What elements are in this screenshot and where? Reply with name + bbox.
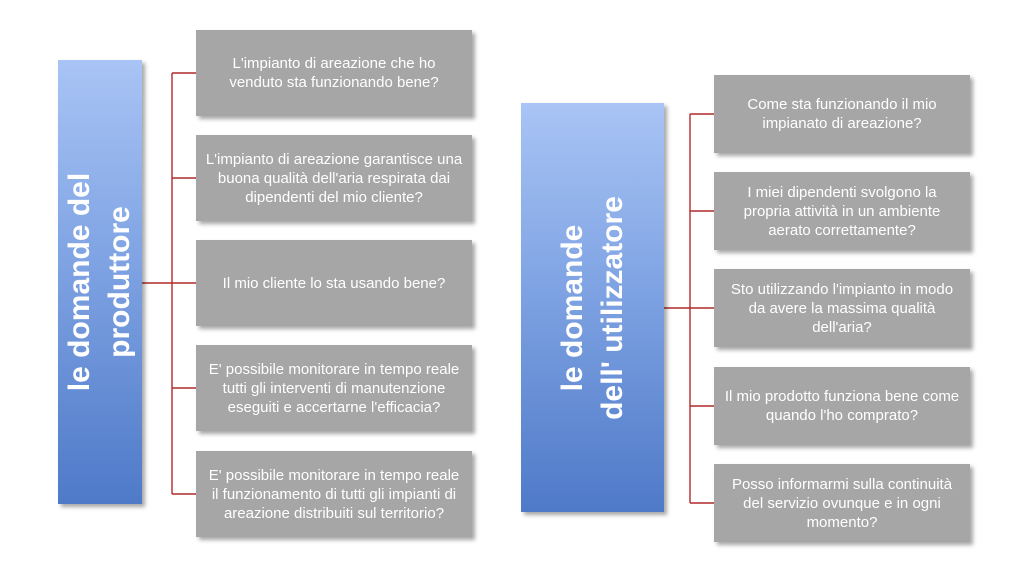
producer-heading-box: [58, 60, 142, 504]
user-question-4: Il mio prodotto funziona bene come quando l'ho comprato?: [714, 367, 970, 445]
user-question-1: Come sta funzionando il mio impianato di areazione?: [714, 75, 970, 153]
producer-question-2: L'impianto di areazione garantisce una buona qualità dell'aria respirata dai dipendenti del mio cliente?: [196, 135, 472, 221]
user-question-2: I miei dipendenti svolgono la propria attività in un ambiente aerato correttamente?: [714, 172, 970, 250]
user-question-5: Posso informarmi sulla continuità del servizio ovunque e in ogni momento?: [714, 464, 970, 542]
user-question-3: Sto utilizzando l'impianto in modo da avere la massima qualità dell'aria?: [714, 269, 970, 347]
user-heading-box: [521, 103, 664, 512]
producer-heading: le domande del produttore: [63, 172, 136, 392]
user-heading: le domande dell' utilizzatore: [555, 195, 629, 420]
producer-question-1: L'impianto di areazione che ho venduto sta funzionando bene?: [196, 30, 472, 116]
producer-question-4: E' possibile monitorare in tempo reale tutti gli interventi di manutenzione eseguiti e accertarne l'efficacia?: [196, 345, 472, 431]
producer-question-3: Il mio cliente lo sta usando bene?: [196, 240, 472, 326]
producer-question-5: E' possibile monitorare in tempo reale il funzionamento di tutti gli impianti di areazione distribuiti sul territorio?: [196, 451, 472, 537]
